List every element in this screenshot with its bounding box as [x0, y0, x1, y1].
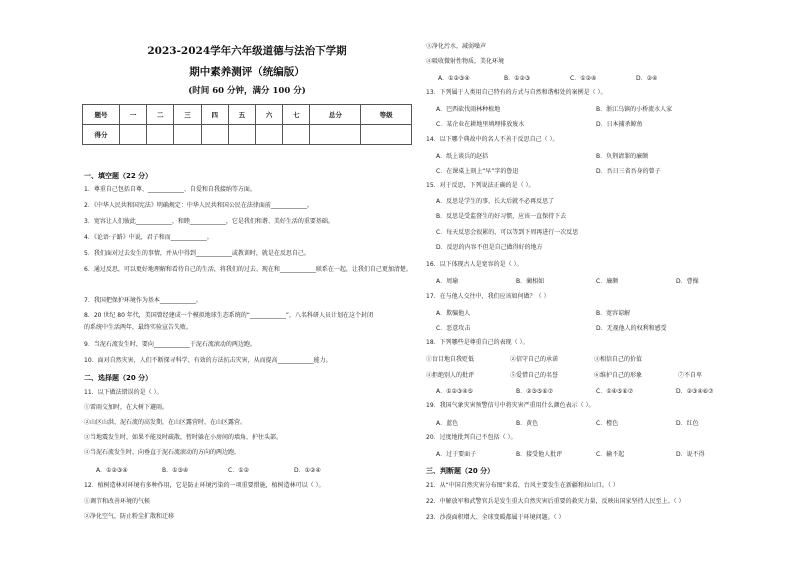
- option-d[interactable]: D．曹操: [676, 278, 699, 285]
- option-a[interactable]: A．反思是学生的事，长大后就不必再反思了: [436, 198, 555, 205]
- option-b[interactable]: B．①③④: [162, 467, 189, 474]
- statement-row: [426, 370, 702, 379]
- score-table-header-row: [83, 105, 412, 125]
- section-choice: 二、选择题（20 分）: [84, 374, 153, 382]
- exam-time-score: (时间 60 分钟，满分 100 分): [188, 86, 306, 96]
- score-input-cell[interactable]: [147, 125, 174, 145]
- option-d[interactable]: D．反思的内容不但是自己做得好的地方: [436, 244, 543, 251]
- question: 18．下列哪些是尊重自己的表现（ ）。: [426, 339, 529, 346]
- question: 4．《论语·子路》中说，君子和而____________。: [84, 234, 213, 241]
- answer-options: [436, 323, 667, 332]
- question-continuation: 的系统中生活两年，最终实验宣告失败。: [84, 324, 193, 331]
- option-d[interactable]: D．日本捕杀鲸鱼: [596, 121, 643, 128]
- score-cell: 七: [283, 105, 310, 125]
- option-d[interactable]: D．吾日三省吾身的曾子: [596, 168, 661, 175]
- option-d[interactable]: D．①②④: [294, 467, 321, 474]
- option-a[interactable]: A．蓝色: [436, 420, 459, 427]
- question: 15．对于反思，下列说法正确的是（ ）。: [426, 182, 535, 189]
- score-cell: 四: [201, 105, 228, 125]
- statement: ②信守自己的承诺: [510, 356, 559, 363]
- question: 19．我国气象灾害预警信号中将灾害严重用什么颜色表示（ ）。: [426, 402, 595, 409]
- option-b[interactable]: B．宽容谅解: [596, 310, 631, 317]
- question: 16．以下体现古人是宽容的是（ ）。: [426, 261, 523, 268]
- option-a[interactable]: A．欺骗他人: [436, 310, 471, 317]
- score-cell: 得分: [83, 125, 120, 145]
- exam-title: 2023-2024学年六年级道德与法治下学期: [147, 45, 347, 57]
- statement: ②山区山洪、泥石流的高发期，在山区露营时，在山区露营。: [84, 419, 247, 426]
- answer-options: [436, 386, 714, 395]
- answer-options: [436, 449, 705, 458]
- answer-options: [436, 276, 699, 285]
- option-a[interactable]: A．①②③④: [96, 467, 128, 474]
- question: 10．面对自然灾害，人们不断探寻科学、有效的方法抗击灾害，从而提高____________能力。: [84, 357, 332, 364]
- exam-subtitle: 期中素养测评（统编版）: [189, 66, 305, 78]
- question: 11．以下做法错误的是（ ）。: [84, 389, 163, 396]
- question: 7．我国把保护环境作为基本____________。: [84, 297, 202, 304]
- section-true-false: 三、判断题（20 分）: [426, 467, 495, 475]
- answer-options: [436, 104, 672, 113]
- score-input-cell[interactable]: [174, 125, 201, 145]
- option-b[interactable]: B．黄色: [516, 420, 539, 427]
- question: 8．20 世纪 80 年代，美国曾经建成一个模拟地球生态系统的“____________”，八名科研人员计划在这个封闭: [84, 312, 374, 319]
- option-d[interactable]: D．说不得: [676, 451, 705, 458]
- statement: ③相信自己的价值: [594, 356, 643, 363]
- score-input-cell[interactable]: [310, 125, 361, 145]
- question: 12．植树造林对环境有多种作用，它是防止环境污染的一项重要措施，植树造林可以（ ）。: [84, 482, 325, 489]
- option-d[interactable]: D．无视他人的权利和感受: [596, 325, 667, 332]
- option-c[interactable]: C．①②: [228, 467, 249, 474]
- score-input-cell[interactable]: [201, 125, 228, 145]
- answer-options: [436, 119, 643, 128]
- statement: ⑦不自卑: [678, 372, 703, 379]
- score-cell: 三: [174, 105, 201, 125]
- option-c[interactable]: C．廉颇: [596, 278, 619, 285]
- question: 14．以下哪个典故中的名人不善于反思自己（ ）。: [426, 136, 559, 143]
- option-a[interactable]: A．纸上谈兵的赵括: [436, 153, 489, 160]
- option-a[interactable]: A．巴西砍伐雨林种植地: [436, 106, 501, 113]
- score-cell: 五: [228, 105, 255, 125]
- answer-options: [96, 465, 321, 474]
- score-input-cell[interactable]: [283, 125, 310, 145]
- question: 6．通过反思，可以更好地理解和看待自己的生活，将我们的过去、现在和____________联系在一起，让我们自己更加清楚。: [84, 266, 412, 273]
- statement: ⑤爱惜自己的名誉: [510, 372, 559, 379]
- answer-options: [438, 73, 657, 82]
- answer-options: [436, 418, 699, 427]
- option-b[interactable]: B．①②③: [504, 75, 531, 82]
- question: 22．中解放军和武警官兵是发生重大自然灾害后重要的救灾力量，反映出国家坚持人民至上。（ ）: [426, 498, 685, 505]
- statement: ④吸收微射性物质，美化环境: [426, 58, 505, 65]
- statement: ④当泥石流发生时，向垂直于泥石流滚动的方向的两边跑。: [84, 449, 241, 456]
- option-c[interactable]: C．某企业在耕地里填埋排放废水: [436, 121, 525, 128]
- score-cell: 等级: [361, 105, 412, 125]
- section-fill-blank: 一、填空题（22 分）: [84, 172, 153, 180]
- option-c[interactable]: C．输不起: [596, 451, 625, 458]
- statement: ①盲目地自我贬低: [426, 356, 475, 363]
- option-c[interactable]: C．在课桌上刻上“早”字的鲁迅: [436, 168, 519, 175]
- option-c[interactable]: C．①④⑤⑥⑦: [596, 388, 634, 395]
- question: 1．尊重自己包括自尊、____________、自爱和自我接纳等方面。: [84, 186, 256, 193]
- score-input-cell[interactable]: [256, 125, 283, 145]
- score-cell: 二: [147, 105, 174, 125]
- option-d[interactable]: D．红色: [676, 420, 699, 427]
- statement: ④拒绝别人的批评: [426, 372, 475, 379]
- score-cell: 六: [256, 105, 283, 125]
- score-table: [82, 104, 412, 145]
- option-a[interactable]: A．过于要面子: [436, 451, 477, 458]
- option-c[interactable]: C．橙色: [596, 420, 619, 427]
- option-b[interactable]: B．负荆请罪的廉颇: [596, 153, 649, 160]
- option-a[interactable]: A．①②③④⑤: [436, 388, 473, 395]
- score-cell: 总分: [310, 105, 361, 125]
- score-cell: 一: [120, 105, 147, 125]
- answer-options: [436, 166, 661, 175]
- score-input-cell[interactable]: [361, 125, 412, 145]
- statement: ③净化污水，减弱噪声: [426, 43, 487, 50]
- question: 2．《中华人民共和国宪法》明确规定：中华人民共和国公民在法律面前____________。: [84, 202, 313, 209]
- statement: ③当地震发生时，如果不能及时疏散，暂时躲在小房间的墙角，护住头部。: [84, 434, 283, 441]
- statement: ②净化空气，防止粉尘扩散和迁移: [84, 513, 175, 520]
- answer-options: [436, 308, 630, 317]
- score-input-cell[interactable]: [120, 125, 147, 145]
- question: 23．沙漠面积增大、全球变暖都属于环境问题。（ ）: [426, 514, 565, 521]
- option-c[interactable]: C．恶意攻击: [436, 325, 471, 332]
- option-c[interactable]: C．①②④: [570, 75, 597, 82]
- score-cell: 题号: [83, 105, 120, 125]
- answer-options: [436, 151, 648, 160]
- option-d[interactable]: D．②④: [636, 75, 658, 82]
- score-table-score-row: [83, 125, 412, 145]
- option-d[interactable]: D．②③④⑥⑦: [676, 388, 714, 395]
- question: 3．宽容让人们彼此____________、和睦____________，它是我们和谐、美好生活的重要基础。: [84, 218, 334, 225]
- statement: ①雷雨交加时，在大树下避雨。: [84, 404, 169, 411]
- statement: ①调节和改善环境的气候: [84, 498, 151, 505]
- question: 13．下列属于人类用自己特有的方式与自然和谐相处的案例是（ ）。: [426, 89, 607, 96]
- question: 21．从“中国自然灾害分布图”来看，台风主要发生在新疆和拉山口。（ ）: [426, 482, 619, 489]
- option-c[interactable]: C．每天反思会很累的，可以等到下周再进行一次反思: [436, 229, 579, 236]
- score-input-cell[interactable]: [228, 125, 255, 145]
- option-b[interactable]: B．接受他人批评: [516, 451, 563, 458]
- option-b[interactable]: B．反思是受监督生的好习惯，应该一直保持下去: [436, 213, 567, 220]
- option-a[interactable]: A．①②③④: [438, 75, 470, 82]
- option-b[interactable]: B．浙江乌镇的小桥流水人家: [596, 106, 673, 113]
- question: 5．我们面对过去发生的事情，并从中得到____________或教训时，就是在反思自己。: [84, 250, 310, 257]
- statement-row: [426, 354, 642, 363]
- question: 17．在与他人交往中，我们应该如何做？（ ）: [426, 293, 550, 300]
- question: 9．当泥石流发生时，要向____________于泥石流滚动的两边跑。: [84, 341, 256, 348]
- statement: ⑥维护自己的形象: [594, 372, 643, 379]
- option-a[interactable]: A．周瑜: [436, 278, 459, 285]
- option-b[interactable]: B．②③⑤⑥⑦: [516, 388, 554, 395]
- option-b[interactable]: B．蔺相如: [516, 278, 545, 285]
- question: 20．过度地批判自己不包括（ ）。: [426, 434, 517, 441]
